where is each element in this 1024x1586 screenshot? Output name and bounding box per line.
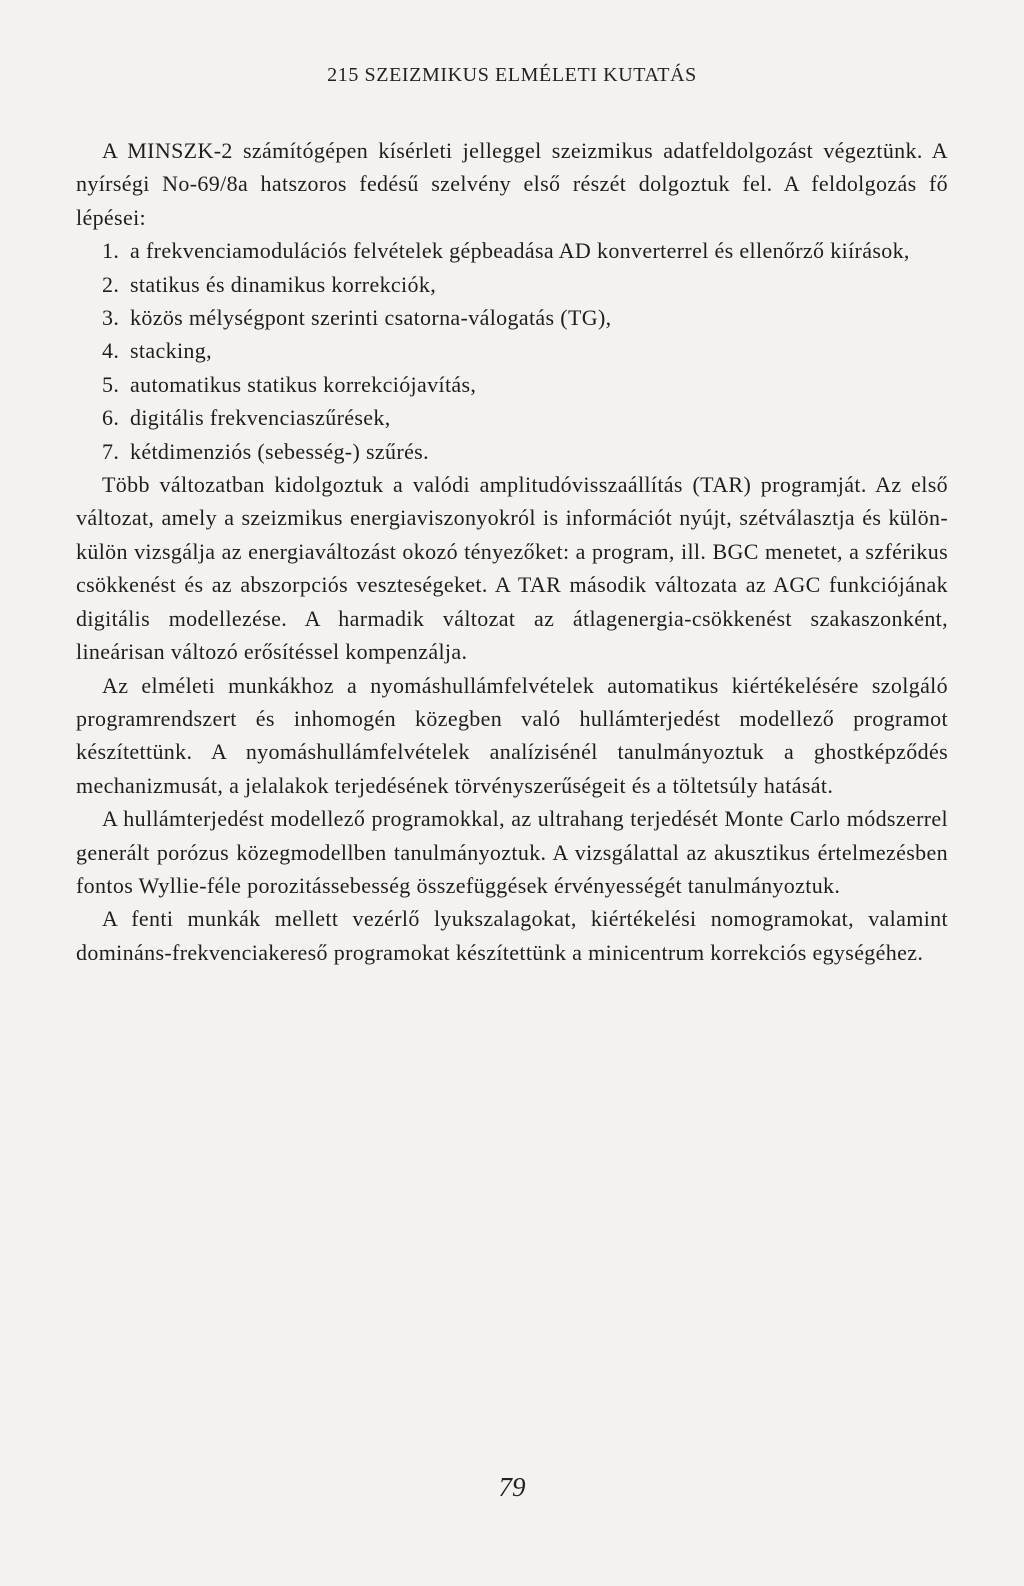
theory-paragraph: Az elméleti munkákhoz a nyomáshullámfelvételek automatikus kiértékelésére szolgáló programrendszert és inhomogén közegben való hullámterjedést modellező programot készítettünk. A nyomáshullámfelvételek analízisénél tanulmányoztuk a ghostképződés mechanizmusát, a jelalakok terjedésének törvényszerűségeit és a töltetsúly hatását. (76, 672, 948, 798)
list-item-number: 4. (102, 338, 120, 364)
list-item (76, 368, 948, 401)
list-item-number: 5. (102, 371, 120, 397)
intro-paragraph: A MINSZK-2 számítógépen kísérleti jelleggel szeizmikus adatfeldolgozást végeztünk. A nyírségi No-69/8a hatszoros fedésű szelvény első részét dolgoztuk fel. A feldolgozás fő lépései: (76, 138, 948, 230)
list-item-number: 6. (102, 405, 120, 431)
wave-modelling-paragraph: A hullámterjedést modellező programokkal, az ultrahang terjedését Monte Carlo módszerrel generált porózus közegmodellben tanulmányoztuk. A vizsgálattal az akusztikus értelmezésben fontos Wyllie-féle porozitássebesség összefüggések érvényességét tanulmányoztuk. (76, 806, 948, 898)
list-item-text: kétdimenziós (sebesség-) szűrés. (130, 438, 429, 464)
list-item (76, 435, 948, 468)
page-number: 79 (498, 1472, 526, 1502)
list-item (76, 401, 948, 434)
list-item-text: automatikus statikus korrekciójavítás, (130, 371, 477, 397)
list-item (76, 268, 948, 301)
tar-paragraph: Több változatban kidolgoztuk a valódi amplitudóvisszaállítás (TAR) programját. Az első változat, amely a szeizmikus energiaviszonyokról is információt nyújt, szétválasztja és külön-külön vizsgálja az energiaváltozást okozó tényezőket: a program, ill. BGC menetet, a szférikus csökkenést és az abszorpciós veszteségeket. A TAR második változata az AGC funkciójának digitális modellezése. A harmadik változat az átlagenergia-csökkenést szakaszonként, lineárisan változó erősítéssel kompenzálja. (76, 472, 948, 665)
list-item-number: 2. (102, 271, 120, 297)
list-item (76, 234, 948, 267)
list-item (76, 301, 948, 334)
list-item-number: 3. (102, 305, 120, 331)
list-item-text: stacking, (130, 338, 212, 364)
list-item-text: statikus és dinamikus korrekciók, (130, 271, 437, 297)
list-item-text: a frekvenciamodulációs felvételek gépbeadása AD konverterrel és ellenőrző kiírások, (130, 238, 910, 264)
closing-paragraph: A fenti munkák mellett vezérlő lyukszalagokat, kiértékelési nomogramokat, valamint domináns-frekvenciakereső programokat készítettünk a minicentrum korrekciós egységéhez. (76, 906, 948, 965)
processing-steps-list (76, 234, 948, 468)
list-item-text: közös mélységpont szerinti csatorna-válogatás (TG), (130, 305, 612, 331)
list-item-number: 1. (102, 238, 120, 264)
body-text (76, 134, 948, 969)
running-head: 215 SZEIZMIKUS ELMÉLETI KUTATÁS (327, 64, 697, 86)
list-item (76, 334, 948, 367)
list-item-text: digitális frekvenciaszűrések, (130, 405, 391, 431)
list-item-number: 7. (102, 438, 120, 464)
